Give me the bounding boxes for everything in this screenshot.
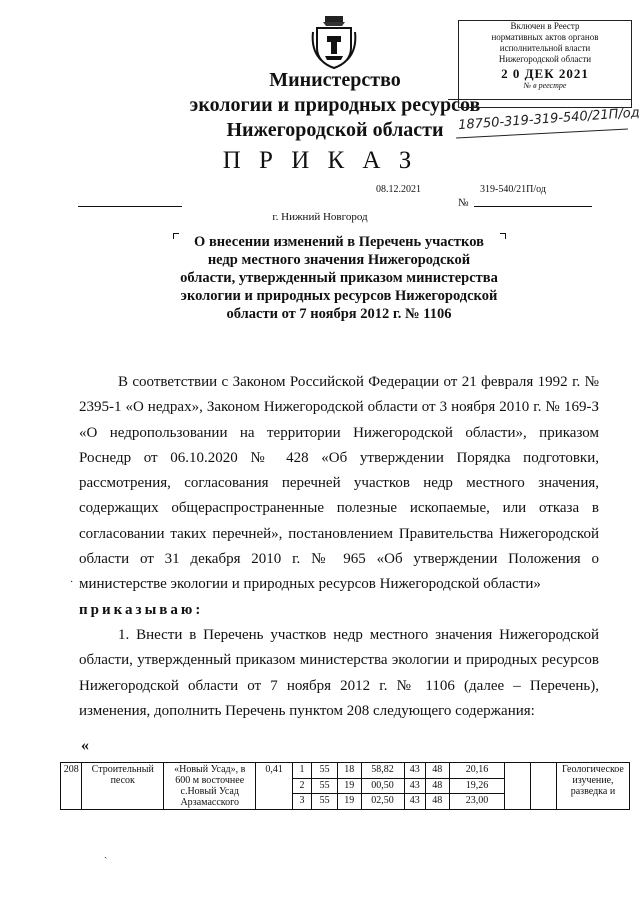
table-cell: 1	[292, 763, 311, 779]
number-label: №	[458, 197, 469, 209]
table-cell: 43	[404, 794, 425, 810]
document-subject: О внесении изменений в Перечень участков недр местного значения Нижегородской области, утвержденный приказом министерства экологии и природных ресурсов Нижегородской области от 7 ноября 2012 г. № 1106	[180, 234, 498, 322]
table-cell: 55	[312, 778, 338, 794]
table-cell: 55	[312, 763, 338, 779]
subject-bracket-right	[500, 233, 506, 239]
item-1: 1. Внести в Перечень участков недр местного значения Нижегородской области, утвержденный приказом министерства экологии и природных ресурсов Нижегородской области от 7 ноября 2012 г. № 1106 (далее – Перечень), изменения, дополнить Перечень пунктом 208 следующего содержания:	[79, 626, 599, 719]
ministry-line: экологии и природных ресурсов	[189, 94, 481, 116]
table-row	[61, 763, 630, 779]
table-cell: 19	[337, 794, 361, 810]
coat-of-arms-icon	[311, 14, 357, 70]
date-line	[78, 206, 182, 207]
open-quote: «	[81, 737, 89, 754]
table-cell: 20,16	[449, 763, 505, 779]
order-word: приказываю:	[79, 601, 204, 618]
table-cell: Геологическое изучение, разведка и	[556, 763, 629, 810]
stamp-line: нормативных актов органов	[491, 32, 599, 42]
registry-stamp	[458, 20, 632, 108]
stamp-line: Включен в Реестр	[510, 21, 580, 31]
preamble: В соответствии с Законом Российской Федерации от 21 февраля 1992 г. № 2395-1 «О недрах», Законом Нижегородской области от 3 ноября 2010 г. № 169-З «О недропользовании на территории Нижегородской области», приказом Роснедр от 06.10.2020 № 428 «Об утверждении Порядка подготовки, рассмотрения, согласования перечней участков недр местного значения, содержащих общераспространенные полезные ископаемые, или отказа в согласовании таких перечней», постановлением Правительства Нижегородской области от 31 декабря 2010 г. № 965 «Об утверждении Положения о министерстве экологии и природных ресурсов Нижегородской области»	[79, 374, 599, 593]
document-date: 08.12.2021	[376, 184, 421, 195]
table-cell	[505, 763, 531, 810]
margin-dot: ·	[70, 577, 74, 588]
stamp-divider	[448, 99, 632, 100]
ministry-line: Нижегородской области	[226, 119, 444, 141]
stamp-registry-label: № в реестре	[523, 81, 567, 90]
city: г. Нижний Новгород	[272, 211, 368, 223]
table-cell: 43	[404, 778, 425, 794]
registry-number: 18750-319-319-540/21П/од	[457, 105, 640, 134]
table-cell: 00,50	[361, 778, 404, 794]
table-cell: 208	[61, 763, 82, 810]
subject-bracket-left	[173, 233, 179, 239]
table-cell: 48	[425, 778, 449, 794]
table-cell: 19	[337, 778, 361, 794]
table-cell: 2	[292, 778, 311, 794]
table-cell: 18	[337, 763, 361, 779]
number-line	[474, 206, 592, 207]
ministry-line: Министерство	[269, 69, 401, 91]
table-cell: 02,50	[361, 794, 404, 810]
subsoil-table	[60, 762, 630, 810]
table-cell: 3	[292, 794, 311, 810]
stamp-line: исполнительной власти	[499, 43, 591, 53]
table-cell: «Новый Усад», в 600 м восточнее с.Новый Усад Арзамасского	[164, 763, 256, 810]
stamp-line: Нижегородской области	[498, 54, 592, 64]
table-cell: 0,41	[256, 763, 293, 810]
margin-mark: ˎ	[104, 848, 108, 859]
table-cell: 48	[425, 763, 449, 779]
table-cell: 58,82	[361, 763, 404, 779]
document-type: П Р И К А З	[222, 147, 418, 174]
table-cell: 19,26	[449, 778, 505, 794]
document-body	[79, 370, 599, 724]
table-cell: 23,00	[449, 794, 505, 810]
table-cell: 55	[312, 794, 338, 810]
table-cell: 48	[425, 794, 449, 810]
document-number: 319-540/21П/од	[480, 184, 546, 195]
table-cell: 43	[404, 763, 425, 779]
table-cell	[531, 763, 557, 810]
stamp-date: 2 0 ДЕК 2021	[501, 66, 589, 81]
table-cell: Строительный песок	[82, 763, 164, 810]
